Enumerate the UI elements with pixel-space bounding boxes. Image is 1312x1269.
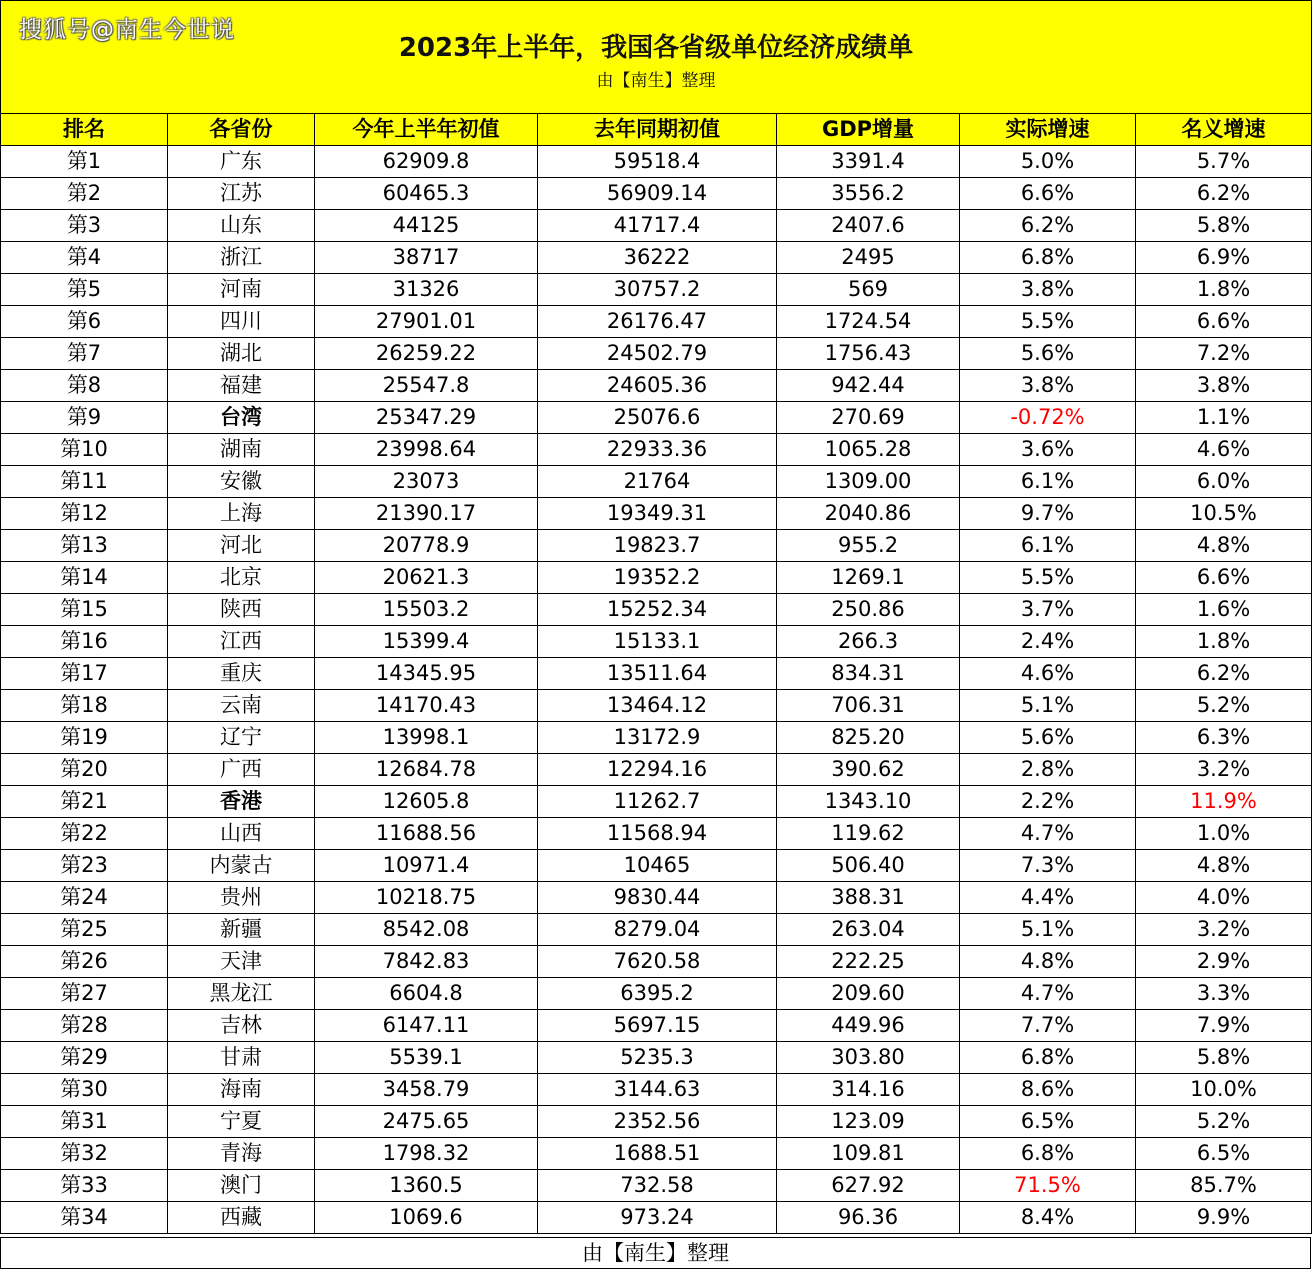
rank-cell: 第11	[1, 466, 168, 498]
province-cell: 江西	[168, 626, 315, 658]
increase-cell: 942.44	[777, 370, 960, 402]
province-cell: 北京	[168, 562, 315, 594]
province-cell: 云南	[168, 690, 315, 722]
table-row	[1, 178, 1312, 210]
last-value-cell: 12294.16	[538, 754, 777, 786]
real-growth-cell: 6.6%	[960, 178, 1136, 210]
increase-cell: 627.92	[777, 1170, 960, 1202]
rank-cell: 第22	[1, 818, 168, 850]
last-value-cell: 15133.1	[538, 626, 777, 658]
gdp-table	[0, 113, 1312, 1234]
nominal-growth-cell: 1.6%	[1136, 594, 1312, 626]
province-cell: 重庆	[168, 658, 315, 690]
province-cell: 安徽	[168, 466, 315, 498]
table-row	[1, 722, 1312, 754]
table-row	[1, 210, 1312, 242]
nominal-growth-cell: 9.9%	[1136, 1202, 1312, 1234]
current-value-cell: 10218.75	[315, 882, 538, 914]
rank-cell: 第5	[1, 274, 168, 306]
current-value-cell: 15503.2	[315, 594, 538, 626]
nominal-growth-cell: 6.9%	[1136, 242, 1312, 274]
rank-cell: 第6	[1, 306, 168, 338]
province-cell: 山西	[168, 818, 315, 850]
real-growth-cell: 4.7%	[960, 978, 1136, 1010]
current-value-cell: 38717	[315, 242, 538, 274]
rank-cell: 第3	[1, 210, 168, 242]
page-subtitle: 由【南生】整理	[596, 71, 716, 91]
nominal-growth-cell: 4.8%	[1136, 850, 1312, 882]
table-row	[1, 818, 1312, 850]
last-value-cell: 9830.44	[538, 882, 777, 914]
increase-cell: 209.60	[777, 978, 960, 1010]
nominal-growth-cell: 6.2%	[1136, 658, 1312, 690]
last-value-cell: 21764	[538, 466, 777, 498]
province-cell: 西藏	[168, 1202, 315, 1234]
nominal-growth-cell: 7.2%	[1136, 338, 1312, 370]
increase-cell: 250.86	[777, 594, 960, 626]
real-growth-cell: 3.8%	[960, 370, 1136, 402]
nominal-growth-cell: 10.5%	[1136, 498, 1312, 530]
nominal-growth-cell: 5.8%	[1136, 210, 1312, 242]
province-cell: 甘肃	[168, 1042, 315, 1074]
current-value-cell: 26259.22	[315, 338, 538, 370]
footer-note: 由【南生】整理	[0, 1237, 1311, 1269]
last-value-cell: 30757.2	[538, 274, 777, 306]
nominal-growth-cell: 2.9%	[1136, 946, 1312, 978]
nominal-growth-cell: 6.3%	[1136, 722, 1312, 754]
nominal-growth-cell: 6.5%	[1136, 1138, 1312, 1170]
real-growth-cell: 5.0%	[960, 146, 1136, 178]
column-header-province: 各省份	[168, 114, 315, 146]
table-row	[1, 1138, 1312, 1170]
rank-cell: 第1	[1, 146, 168, 178]
rank-cell: 第7	[1, 338, 168, 370]
rank-cell: 第16	[1, 626, 168, 658]
rank-cell: 第8	[1, 370, 168, 402]
nominal-growth-cell: 3.8%	[1136, 370, 1312, 402]
increase-cell: 123.09	[777, 1106, 960, 1138]
last-value-cell: 732.58	[538, 1170, 777, 1202]
table-row	[1, 306, 1312, 338]
table-row	[1, 786, 1312, 818]
last-value-cell: 15252.34	[538, 594, 777, 626]
increase-cell: 1756.43	[777, 338, 960, 370]
nominal-growth-cell: 3.3%	[1136, 978, 1312, 1010]
table-row	[1, 1106, 1312, 1138]
column-header-real-growth: 实际增速	[960, 114, 1136, 146]
real-growth-cell: 6.1%	[960, 466, 1136, 498]
real-growth-cell: 5.1%	[960, 914, 1136, 946]
real-growth-cell: 4.8%	[960, 946, 1136, 978]
current-value-cell: 12684.78	[315, 754, 538, 786]
real-growth-cell: 5.6%	[960, 722, 1136, 754]
table-row	[1, 498, 1312, 530]
last-value-cell: 973.24	[538, 1202, 777, 1234]
nominal-growth-cell: 4.0%	[1136, 882, 1312, 914]
rank-cell: 第10	[1, 434, 168, 466]
table-row	[1, 274, 1312, 306]
table-body	[1, 146, 1312, 1234]
current-value-cell: 20621.3	[315, 562, 538, 594]
nominal-growth-cell: 6.2%	[1136, 178, 1312, 210]
real-growth-cell: 8.6%	[960, 1074, 1136, 1106]
last-value-cell: 24502.79	[538, 338, 777, 370]
nominal-growth-cell: 1.1%	[1136, 402, 1312, 434]
current-value-cell: 14170.43	[315, 690, 538, 722]
province-cell: 江苏	[168, 178, 315, 210]
current-value-cell: 3458.79	[315, 1074, 538, 1106]
rank-cell: 第23	[1, 850, 168, 882]
nominal-growth-cell: 7.9%	[1136, 1010, 1312, 1042]
table-row	[1, 626, 1312, 658]
province-cell: 台湾	[168, 402, 315, 434]
table-row	[1, 338, 1312, 370]
increase-cell: 834.31	[777, 658, 960, 690]
province-cell: 澳门	[168, 1170, 315, 1202]
current-value-cell: 44125	[315, 210, 538, 242]
real-growth-cell: 2.2%	[960, 786, 1136, 818]
real-growth-cell: 5.5%	[960, 562, 1136, 594]
table-row	[1, 242, 1312, 274]
province-cell: 湖北	[168, 338, 315, 370]
nominal-growth-cell: 85.7%	[1136, 1170, 1312, 1202]
current-value-cell: 23998.64	[315, 434, 538, 466]
increase-cell: 119.62	[777, 818, 960, 850]
nominal-growth-cell: 3.2%	[1136, 754, 1312, 786]
rank-cell: 第2	[1, 178, 168, 210]
last-value-cell: 5235.3	[538, 1042, 777, 1074]
province-cell: 青海	[168, 1138, 315, 1170]
table-row	[1, 1074, 1312, 1106]
last-value-cell: 13511.64	[538, 658, 777, 690]
real-growth-cell: 5.1%	[960, 690, 1136, 722]
nominal-growth-cell: 5.2%	[1136, 1106, 1312, 1138]
province-cell: 湖南	[168, 434, 315, 466]
real-growth-cell: 4.7%	[960, 818, 1136, 850]
rank-cell: 第34	[1, 1202, 168, 1234]
table-row	[1, 146, 1312, 178]
table-header-row	[1, 114, 1312, 146]
rank-cell: 第4	[1, 242, 168, 274]
last-value-cell: 6395.2	[538, 978, 777, 1010]
increase-cell: 222.25	[777, 946, 960, 978]
last-value-cell: 22933.36	[538, 434, 777, 466]
real-growth-cell: 4.4%	[960, 882, 1136, 914]
last-value-cell: 56909.14	[538, 178, 777, 210]
nominal-growth-cell: 5.8%	[1136, 1042, 1312, 1074]
nominal-growth-cell: 5.2%	[1136, 690, 1312, 722]
table-row	[1, 1202, 1312, 1234]
current-value-cell: 60465.3	[315, 178, 538, 210]
nominal-growth-cell: 1.8%	[1136, 626, 1312, 658]
table-row	[1, 530, 1312, 562]
province-cell: 上海	[168, 498, 315, 530]
last-value-cell: 2352.56	[538, 1106, 777, 1138]
province-cell: 广东	[168, 146, 315, 178]
current-value-cell: 7842.83	[315, 946, 538, 978]
current-value-cell: 12605.8	[315, 786, 538, 818]
table-row	[1, 1042, 1312, 1074]
last-value-cell: 3144.63	[538, 1074, 777, 1106]
real-growth-cell: 71.5%	[960, 1170, 1136, 1202]
increase-cell: 388.31	[777, 882, 960, 914]
last-value-cell: 19349.31	[538, 498, 777, 530]
watermark: 搜狐号@南生今世说	[19, 17, 235, 43]
increase-cell: 955.2	[777, 530, 960, 562]
increase-cell: 449.96	[777, 1010, 960, 1042]
current-value-cell: 25547.8	[315, 370, 538, 402]
last-value-cell: 25076.6	[538, 402, 777, 434]
increase-cell: 3556.2	[777, 178, 960, 210]
current-value-cell: 1069.6	[315, 1202, 538, 1234]
province-cell: 山东	[168, 210, 315, 242]
increase-cell: 314.16	[777, 1074, 960, 1106]
current-value-cell: 14345.95	[315, 658, 538, 690]
increase-cell: 96.36	[777, 1202, 960, 1234]
real-growth-cell: 6.2%	[960, 210, 1136, 242]
column-header-rank: 排名	[1, 114, 168, 146]
nominal-growth-cell: 1.0%	[1136, 818, 1312, 850]
real-growth-cell: 9.7%	[960, 498, 1136, 530]
real-growth-cell: 3.7%	[960, 594, 1136, 626]
province-cell: 内蒙古	[168, 850, 315, 882]
table-row	[1, 946, 1312, 978]
increase-cell: 1343.10	[777, 786, 960, 818]
current-value-cell: 6604.8	[315, 978, 538, 1010]
province-cell: 浙江	[168, 242, 315, 274]
current-value-cell: 8542.08	[315, 914, 538, 946]
table-row	[1, 850, 1312, 882]
province-cell: 香港	[168, 786, 315, 818]
table-row	[1, 370, 1312, 402]
real-growth-cell: 6.8%	[960, 1042, 1136, 1074]
province-cell: 四川	[168, 306, 315, 338]
real-growth-cell: 6.8%	[960, 242, 1136, 274]
last-value-cell: 19352.2	[538, 562, 777, 594]
table-row	[1, 434, 1312, 466]
current-value-cell: 10971.4	[315, 850, 538, 882]
nominal-growth-cell: 6.0%	[1136, 466, 1312, 498]
table-row	[1, 466, 1312, 498]
rank-cell: 第15	[1, 594, 168, 626]
nominal-growth-cell: 4.8%	[1136, 530, 1312, 562]
rank-cell: 第27	[1, 978, 168, 1010]
rank-cell: 第17	[1, 658, 168, 690]
last-value-cell: 10465	[538, 850, 777, 882]
table-row	[1, 690, 1312, 722]
increase-cell: 1309.00	[777, 466, 960, 498]
increase-cell: 825.20	[777, 722, 960, 754]
increase-cell: 1269.1	[777, 562, 960, 594]
rank-cell: 第32	[1, 1138, 168, 1170]
rank-cell: 第18	[1, 690, 168, 722]
nominal-growth-cell: 3.2%	[1136, 914, 1312, 946]
nominal-growth-cell: 11.9%	[1136, 786, 1312, 818]
real-growth-cell: 6.8%	[960, 1138, 1136, 1170]
rank-cell: 第24	[1, 882, 168, 914]
increase-cell: 706.31	[777, 690, 960, 722]
last-value-cell: 59518.4	[538, 146, 777, 178]
current-value-cell: 21390.17	[315, 498, 538, 530]
increase-cell: 1724.54	[777, 306, 960, 338]
province-cell: 海南	[168, 1074, 315, 1106]
nominal-growth-cell: 6.6%	[1136, 562, 1312, 594]
table-row	[1, 594, 1312, 626]
increase-cell: 266.3	[777, 626, 960, 658]
province-cell: 天津	[168, 946, 315, 978]
real-growth-cell: 2.8%	[960, 754, 1136, 786]
rank-cell: 第12	[1, 498, 168, 530]
increase-cell: 569	[777, 274, 960, 306]
real-growth-cell: -0.72%	[960, 402, 1136, 434]
nominal-growth-cell: 6.6%	[1136, 306, 1312, 338]
province-cell: 贵州	[168, 882, 315, 914]
table-row	[1, 754, 1312, 786]
rank-cell: 第9	[1, 402, 168, 434]
province-cell: 河南	[168, 274, 315, 306]
rank-cell: 第21	[1, 786, 168, 818]
province-cell: 黑龙江	[168, 978, 315, 1010]
increase-cell: 2407.6	[777, 210, 960, 242]
real-growth-cell: 3.8%	[960, 274, 1136, 306]
rank-cell: 第33	[1, 1170, 168, 1202]
increase-cell: 109.81	[777, 1138, 960, 1170]
nominal-growth-cell: 10.0%	[1136, 1074, 1312, 1106]
province-cell: 广西	[168, 754, 315, 786]
column-header-increase: GDP增量	[777, 114, 960, 146]
column-header-nominal-growth: 名义增速	[1136, 114, 1312, 146]
page-title: 2023年上半年，我国各省级单位经济成绩单	[398, 33, 914, 63]
nominal-growth-cell: 5.7%	[1136, 146, 1312, 178]
rank-cell: 第30	[1, 1074, 168, 1106]
current-value-cell: 13998.1	[315, 722, 538, 754]
current-value-cell: 11688.56	[315, 818, 538, 850]
last-value-cell: 24605.36	[538, 370, 777, 402]
last-value-cell: 11262.7	[538, 786, 777, 818]
current-value-cell: 27901.01	[315, 306, 538, 338]
last-value-cell: 26176.47	[538, 306, 777, 338]
table-row	[1, 562, 1312, 594]
last-value-cell: 1688.51	[538, 1138, 777, 1170]
current-value-cell: 1360.5	[315, 1170, 538, 1202]
province-cell: 吉林	[168, 1010, 315, 1042]
real-growth-cell: 5.5%	[960, 306, 1136, 338]
increase-cell: 506.40	[777, 850, 960, 882]
province-cell: 宁夏	[168, 1106, 315, 1138]
rank-cell: 第19	[1, 722, 168, 754]
table-row	[1, 1010, 1312, 1042]
last-value-cell: 19823.7	[538, 530, 777, 562]
column-header-last: 去年同期初值	[538, 114, 777, 146]
table-row	[1, 402, 1312, 434]
rank-cell: 第31	[1, 1106, 168, 1138]
increase-cell: 303.80	[777, 1042, 960, 1074]
current-value-cell: 23073	[315, 466, 538, 498]
nominal-growth-cell: 4.6%	[1136, 434, 1312, 466]
increase-cell: 263.04	[777, 914, 960, 946]
table-row	[1, 914, 1312, 946]
rank-cell: 第28	[1, 1010, 168, 1042]
increase-cell: 270.69	[777, 402, 960, 434]
real-growth-cell: 7.3%	[960, 850, 1136, 882]
province-cell: 河北	[168, 530, 315, 562]
last-value-cell: 7620.58	[538, 946, 777, 978]
current-value-cell: 62909.8	[315, 146, 538, 178]
current-value-cell: 15399.4	[315, 626, 538, 658]
current-value-cell: 5539.1	[315, 1042, 538, 1074]
province-cell: 辽宁	[168, 722, 315, 754]
current-value-cell: 31326	[315, 274, 538, 306]
last-value-cell: 36222	[538, 242, 777, 274]
rank-cell: 第20	[1, 754, 168, 786]
current-value-cell: 1798.32	[315, 1138, 538, 1170]
current-value-cell: 20778.9	[315, 530, 538, 562]
increase-cell: 3391.4	[777, 146, 960, 178]
rank-cell: 第29	[1, 1042, 168, 1074]
real-growth-cell: 7.7%	[960, 1010, 1136, 1042]
increase-cell: 2040.86	[777, 498, 960, 530]
increase-cell: 390.62	[777, 754, 960, 786]
province-cell: 新疆	[168, 914, 315, 946]
last-value-cell: 13172.9	[538, 722, 777, 754]
last-value-cell: 5697.15	[538, 1010, 777, 1042]
rank-cell: 第26	[1, 946, 168, 978]
last-value-cell: 8279.04	[538, 914, 777, 946]
table-row	[1, 1170, 1312, 1202]
real-growth-cell: 5.6%	[960, 338, 1136, 370]
rank-cell: 第14	[1, 562, 168, 594]
header-banner	[0, 0, 1312, 114]
last-value-cell: 13464.12	[538, 690, 777, 722]
last-value-cell: 41717.4	[538, 210, 777, 242]
real-growth-cell: 4.6%	[960, 658, 1136, 690]
increase-cell: 2495	[777, 242, 960, 274]
real-growth-cell: 6.5%	[960, 1106, 1136, 1138]
increase-cell: 1065.28	[777, 434, 960, 466]
current-value-cell: 6147.11	[315, 1010, 538, 1042]
last-value-cell: 11568.94	[538, 818, 777, 850]
table-row	[1, 978, 1312, 1010]
real-growth-cell: 3.6%	[960, 434, 1136, 466]
rank-cell: 第13	[1, 530, 168, 562]
current-value-cell: 25347.29	[315, 402, 538, 434]
rank-cell: 第25	[1, 914, 168, 946]
province-cell: 陕西	[168, 594, 315, 626]
table-row	[1, 882, 1312, 914]
current-value-cell: 2475.65	[315, 1106, 538, 1138]
real-growth-cell: 6.1%	[960, 530, 1136, 562]
real-growth-cell: 2.4%	[960, 626, 1136, 658]
table-row	[1, 658, 1312, 690]
column-header-current: 今年上半年初值	[315, 114, 538, 146]
nominal-growth-cell: 1.8%	[1136, 274, 1312, 306]
real-growth-cell: 8.4%	[960, 1202, 1136, 1234]
province-cell: 福建	[168, 370, 315, 402]
